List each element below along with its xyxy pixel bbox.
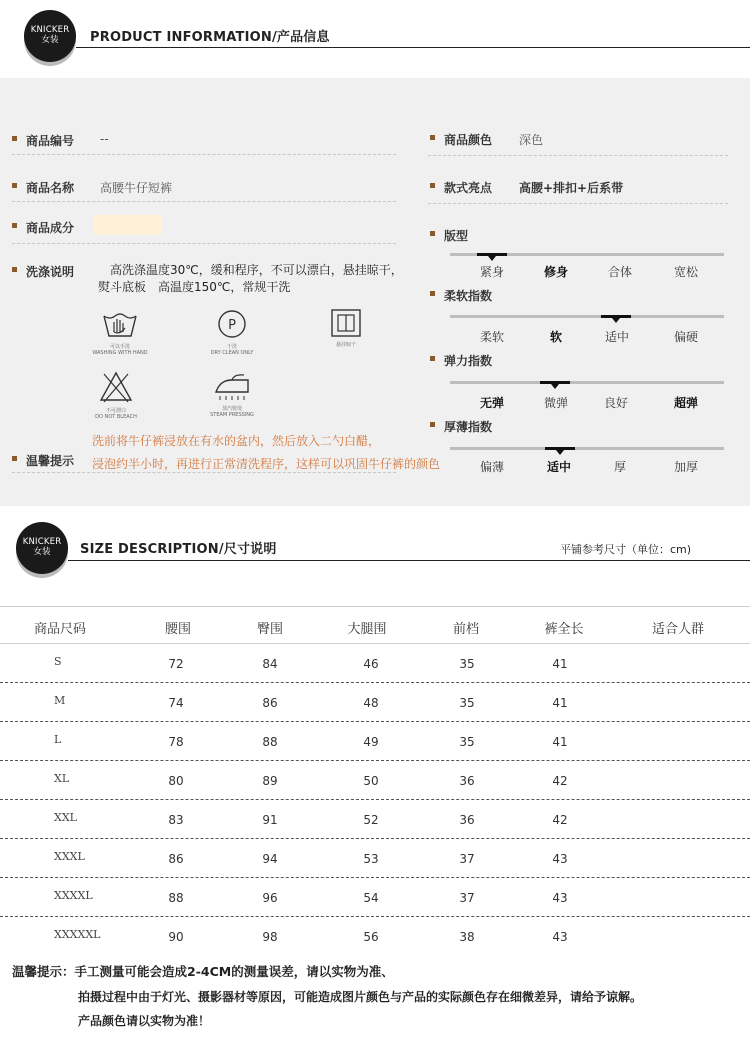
col-header-rise: 前档 — [452, 622, 479, 637]
table-cell: 43 — [552, 930, 568, 944]
fit-label: 版型 — [430, 227, 468, 244]
wash-text: 高洗涤温度30℃，缓和程序，不可以漂白，悬挂晾干，熨斗底板 高温度150℃，常规干洗 — [98, 263, 403, 294]
table-cell: 48 — [363, 696, 379, 710]
size-section-title: SIZE DESCRIPTION/尺寸说明 — [80, 542, 277, 557]
thickness-scale-bar — [450, 447, 724, 450]
size-cell: M — [54, 694, 66, 707]
table-cell: 86 — [262, 696, 278, 710]
size-cell: L — [54, 733, 62, 746]
brand-name: KNICKER — [22, 537, 62, 547]
size-cell: XXXXXL — [54, 928, 101, 941]
style-value: 高腰+排扣+后系带 — [519, 181, 624, 195]
brand-sub: 女装 — [41, 35, 59, 45]
footer-note-2: 拍摄过程中由于灯光、摄影器材等原因，可能造成图片颜色与产品的实际颜色存在细微差异，请给予谅解。 — [78, 990, 643, 1004]
table-cell: 98 — [262, 930, 278, 944]
row-divider — [0, 682, 750, 683]
fit-option: 紧身 — [479, 265, 504, 279]
table-cell: 43 — [552, 852, 568, 866]
color-label: 商品颜色 — [430, 131, 492, 148]
stretch-option: 微弹 — [543, 396, 568, 410]
table-cell: 35 — [459, 696, 475, 710]
table-cell: 91 — [262, 813, 278, 827]
thickness-label: 厚薄指数 — [430, 418, 492, 435]
col-header-hip: 臀围 — [256, 622, 283, 637]
table-cell: 38 — [459, 930, 475, 944]
table-cell: 78 — [168, 735, 184, 749]
wash-label: 洗涤说明 — [12, 263, 74, 280]
size-header-divider — [68, 560, 750, 561]
table-header-border — [0, 643, 750, 644]
table-cell: 96 — [262, 891, 278, 905]
stretch-option: 超弹 — [673, 396, 698, 410]
unit-note: 平铺参考尺寸（单位：cm) — [560, 543, 692, 556]
table-cell: 49 — [363, 735, 379, 749]
table-cell: 89 — [262, 774, 278, 788]
table-cell: 83 — [168, 813, 184, 827]
stretch-option: 良好 — [603, 396, 628, 410]
table-cell: 36 — [459, 774, 475, 788]
softness-option: 柔软 — [479, 330, 504, 344]
softness-scale-marker — [601, 315, 631, 318]
table-cell: 41 — [552, 735, 568, 749]
thickness-option: 厚 — [613, 460, 626, 474]
divider — [428, 155, 728, 156]
divider — [428, 203, 728, 204]
col-header-length: 裤全长 — [544, 622, 584, 637]
table-cell: 86 — [168, 852, 184, 866]
dry-clean-icon: P 干洗 DRY CLEAN ONLY — [202, 308, 262, 356]
table-cell: 41 — [552, 696, 568, 710]
code-value: -- — [100, 132, 109, 146]
svg-text:P: P — [228, 318, 236, 333]
size-cell: XXL — [54, 811, 77, 824]
material-swatch — [94, 215, 162, 235]
col-header-waist: 腰围 — [164, 622, 191, 637]
divider — [12, 201, 396, 202]
footer-note-3: 产品颜色请以实物为准！ — [78, 1014, 211, 1028]
fit-scale-marker — [477, 253, 507, 256]
stretch-scale-bar — [450, 381, 724, 384]
thickness-scale-marker — [545, 447, 575, 450]
fit-option: 修身 — [543, 265, 568, 279]
size-cell: XL — [54, 772, 70, 785]
table-cell: 72 — [168, 657, 184, 671]
table-cell: 37 — [459, 891, 475, 905]
header-divider — [76, 47, 750, 48]
table-cell: 56 — [363, 930, 379, 944]
stretch-label: 弹力指数 — [430, 352, 492, 369]
col-header-thigh: 大腿围 — [347, 622, 387, 637]
col-header-size: 商品尺码 — [33, 622, 86, 637]
softness-option: 软 — [549, 330, 562, 344]
row-divider — [0, 916, 750, 917]
table-top-border — [0, 606, 750, 607]
stretch-option: 无弹 — [479, 396, 504, 410]
size-cell: XXXL — [54, 850, 85, 863]
brand-sub: 女装 — [33, 547, 51, 557]
table-cell: 42 — [552, 813, 568, 827]
divider — [12, 243, 396, 244]
table-cell: 80 — [168, 774, 184, 788]
table-cell: 52 — [363, 813, 379, 827]
size-cell: XXXXL — [54, 889, 93, 902]
divider — [12, 154, 396, 155]
table-cell: 74 — [168, 696, 184, 710]
row-divider — [0, 799, 750, 800]
softness-option: 适中 — [604, 330, 629, 344]
code-label: 商品编号 — [12, 132, 74, 149]
table-cell: 37 — [459, 852, 475, 866]
table-cell: 88 — [168, 891, 184, 905]
row-divider — [0, 760, 750, 761]
table-cell: 42 — [552, 774, 568, 788]
table-cell: 94 — [262, 852, 278, 866]
table-cell: 84 — [262, 657, 278, 671]
style-label: 款式亮点 — [430, 179, 492, 196]
footer-note-1: 温馨提示：手工测量可能会造成2-4CM的测量误差，请以实物为准、 — [12, 964, 394, 979]
material-label: 商品成分 — [12, 219, 74, 236]
size-cell: S — [54, 655, 62, 668]
table-cell: 88 — [262, 735, 278, 749]
softness-option: 偏硬 — [673, 330, 698, 344]
thickness-option: 偏薄 — [479, 460, 504, 474]
name-value: 高腰牛仔短裤 — [100, 181, 173, 195]
stretch-scale-marker — [540, 381, 570, 384]
thickness-option: 适中 — [546, 460, 571, 474]
table-cell: 35 — [459, 657, 475, 671]
name-label: 商品名称 — [12, 179, 74, 196]
steam-iron-icon: 蒸汽熨烫 STEAM PRESSING — [202, 372, 262, 418]
table-cell: 50 — [363, 774, 379, 788]
row-divider — [0, 721, 750, 722]
softness-label: 柔软指数 — [430, 287, 492, 304]
table-cell: 35 — [459, 735, 475, 749]
thickness-option: 加厚 — [673, 460, 698, 474]
col-header-fit-group: 适合人群 — [651, 622, 704, 637]
row-divider — [0, 838, 750, 839]
table-cell: 41 — [552, 657, 568, 671]
tip-line-1: 洗前将牛仔裤浸放在有水的盆内，然后放入二勺白醋， — [92, 434, 381, 448]
hand-wash-icon: 可以手洗 WASHING WITH HAND — [90, 308, 150, 356]
brand-name: KNICKER — [30, 25, 70, 35]
table-cell: 90 — [168, 930, 184, 944]
divider — [12, 472, 396, 473]
color-value: 深色 — [519, 133, 544, 147]
table-cell: 46 — [363, 657, 379, 671]
hang-dry-icon: 悬挂晾干 — [316, 308, 376, 348]
tip-line-2: 浸泡约半小时，再进行正常清洗程序，这样可以巩固牛仔裤的颜色 — [92, 457, 441, 471]
row-divider — [0, 877, 750, 878]
table-cell: 43 — [552, 891, 568, 905]
product-section-title: PRODUCT INFORMATION/产品信息 — [90, 30, 330, 45]
no-bleach-icon: 不可漂白 DO NOT BLEACH — [86, 370, 146, 420]
brand-badge — [24, 10, 76, 62]
fit-option: 合体 — [607, 265, 632, 279]
fit-option: 宽松 — [673, 265, 698, 279]
softness-scale-bar — [450, 315, 724, 318]
table-cell: 54 — [363, 891, 379, 905]
brand-badge — [16, 522, 68, 574]
table-cell: 53 — [363, 852, 379, 866]
tip-label: 温馨提示 — [12, 452, 74, 469]
table-cell: 36 — [459, 813, 475, 827]
